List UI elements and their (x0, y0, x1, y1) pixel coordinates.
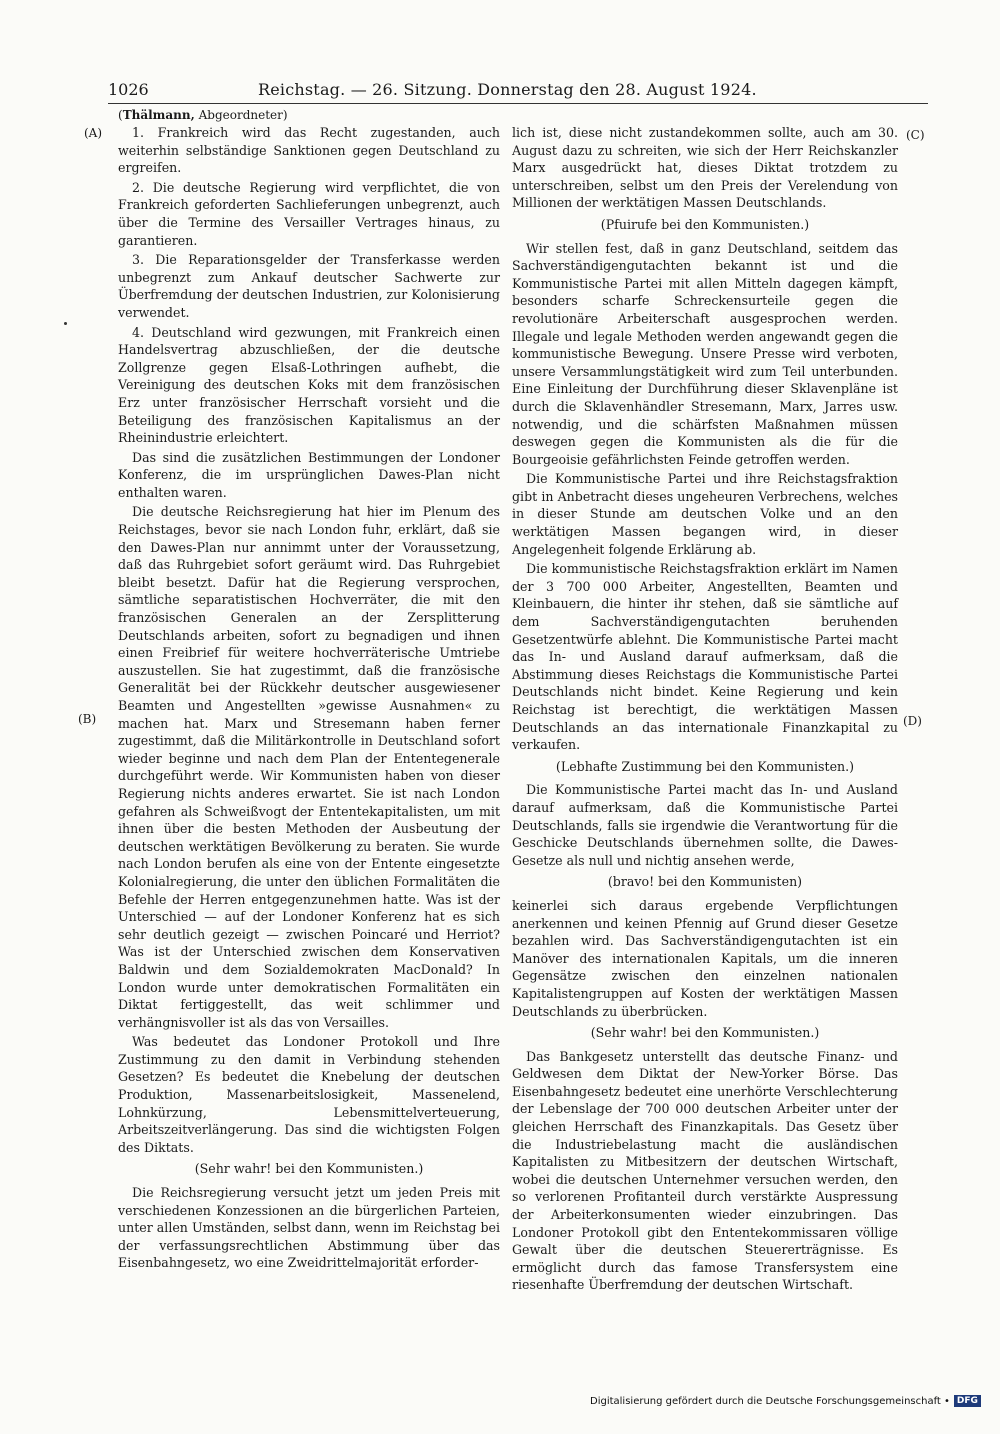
paragraph: keinerlei sich daraus ergebende Verpflichtungen anerkennen und keinen Pfennig auf Grund dieser Gesetze bezahlen wird. Das Sachverständigengutachten ist ein Manöver des internationalen Kapitals, um die inneren Gegensätze zwischen den einzelnen nationalen Kapitalistengruppen auf Kosten der werktätigen Massen Deutschlands zu überbrücken. (512, 897, 898, 1019)
paragraph: Was bedeutet das Londoner Protokoll und Ihre Zustimmung zu den damit in Verbindung stehenden Gesetzen? Es bedeutet die Knebelung der deutschen Produktion, Massenarbeitslosigkeit, Massenelend, Lohnkürzung, Lebensmittelverteuerung, Arbeitszeitverlängerung. Das sind die wichtigsten Folgen des Diktats. (118, 1034, 500, 1155)
paragraph: 3. Die Reparationsgelder der Transferkasse werden unbegrenzt zum Ankauf deutscher Sachwerte zur Überfremdung der deutschen Industrien, zur Kolonisierung verwendet. (118, 252, 500, 320)
margin-dot (64, 322, 67, 325)
footer-text: Digitalisierung gefördert durch die Deutsche Forschungsgemeinschaft • (590, 1396, 950, 1407)
paragraph: Die Reichsregierung versucht jetzt um jeden Preis mit verschiedenen Konzessionen an die bürgerlichen Parteien, unter allen Umständen, selbst dann, wenn im Reichstag bei der verfassungsrechtlichen Abstimmung über das Eisenbahngesetz, wo eine Zweidrittelmajorität erforder- (118, 1185, 500, 1271)
paragraph: Die Kommunistische Partei macht das In- und Ausland darauf aufmerksam, daß die Kommunistische Partei Deutschlands, falls sie irgendwie die Verantwortung für die Geschicke Deutschlands übernehmen sollte, die Dawes-Gesetze als null und nichtig ansehen werde, (512, 782, 898, 868)
margin-marker-a: (A) (84, 126, 103, 140)
paragraph: 4. Deutschland wird gezwungen, mit Frankreich einen Handelsvertrag abzuschließen, der die deutsche Zollgrenze gegen Elsaß-Lothringen aufhebt, die Vereinigung des deutschen Koks mit dem französischen Erz unter französischer Herrschaft vorsieht und die Beteiligung des französischen Kapitalismus an der Rheinindustrie erleichtert. (118, 324, 500, 446)
digitization-footer (590, 1395, 992, 1409)
paragraph: 2. Die deutsche Regierung wird verpflichtet, die von Frankreich geforderten Sachlieferungen unbegrenzt, auch über die Termine des Versailler Vertrages hinaus, zu garantieren. (118, 179, 500, 248)
paragraph: Wir stellen fest, daß in ganz Deutschland, seitdem das Sachverständigengutachten bekannt ist und die Kommunistische Partei mit allen Mitteln dagegen kämpft, besonders scharfe Schreckensurteile gegen die revolutionäre Arbeiterschaft ausgesprochen werden. Illegale und legale Methoden werden angewandt gegen die kommunistische Bewegung. Unsere Presse wird verboten, unsere Versammlungstätigkeit wird zum Teil unterbunden. Eine Einleitung der Durchführung dieser Sklavenpläne ist durch die Sklavenhändler Stresemann, Marx, Jarres usw. notwendig, und die schärfsten Maßnahmen müssen deswegen gegen die Kommunisten als die für die Bourgeoisie gefährlichsten Feinde getroffen werden. (512, 240, 898, 467)
interjection: (Pfuirufe bei den Kommunisten.) (600, 216, 810, 232)
speaker-role: Abgeordneter (198, 108, 283, 122)
running-title: Reichstag. — 26. Sitzung. Donnerstag den 28. August 1924. (258, 80, 757, 99)
paragraph: Die Kommunistische Partei und ihre Reichstagsfraktion gibt in Anbetracht dieses ungeheuren Verbrechens, welches in dieser Stunde am deutschen Volke und an den werktätigen Massen begangen wird, in dieser Angelegenheit folgende Erklärung ab. (512, 471, 898, 557)
right-column (512, 124, 898, 1296)
speaker-name: Thälmann, (122, 108, 195, 122)
paragraph: Das Bankgesetz unterstellt das deutsche Finanz- und Geldwesen dem Diktat der New-Yorker Börse. Das Eisenbahngesetz bedeutet eine unerhörte Verschlechterung der Lebenslage der 700 000 deutschen Arbeiter unter der gleichen Herrschaft des Finanzkapitals. Das Gesetz über die Industriebelastung macht die ausländischen Kapitalisten zu Mitbesitzern der deutschen Wirtschaft, wobei die deutschen Unternehmer versuchen werden, den so verlorenen Profitanteil durch verstärkte Auspressung der Arbeiterkonsumenten wieder einzubringen. Das Londoner Protokoll gibt den Ententekommissaren völlige Gewalt über die deutschen Steuererträgnisse. Es ermöglicht durch das famose Transfersystem eine riesenhafte Überfremdung der deutschen Wirtschaft. (512, 1048, 898, 1293)
speaker-line: (Thälmann, Abgeordneter) (118, 108, 288, 122)
margin-marker-b: (B) (78, 712, 97, 726)
margin-marker-c: (C) (906, 128, 925, 142)
interjection: (bravo! bei den Kommunisten) (607, 874, 803, 890)
margin-marker-d: (D) (903, 714, 922, 728)
paragraph: lich ist, diese nicht zustandekommen sollte, auch am 30. August dazu zu schreiten, wie sich der Herr Reichskanzler Marx ausgedrückt hat, dieses Diktat trotzdem zu unterschreiben, selbst um den Preis der Verelendung von Millionen der werktätigen Massen Deutschlands. (512, 125, 898, 211)
paragraph: Das sind die zusätzlichen Bestimmungen der Londoner Konferenz, die im ursprünglichen Dawes-Plan nicht enthalten waren. (118, 449, 500, 500)
interjection: (Sehr wahr! bei den Kommunisten.) (590, 1025, 820, 1041)
dfg-logo: DFG (954, 1395, 981, 1407)
interjection: (Lebhafte Zustimmung bei den Kommunisten.) (555, 758, 855, 774)
left-column (118, 124, 500, 1274)
paragraph: 1. Frankreich wird das Recht zugestanden, auch weiterhin selbständige Sanktionen gegen Deutschland zu ergreifen. (118, 125, 500, 176)
page-number: 1026 (108, 80, 149, 99)
interjection: (Sehr wahr! bei den Kommunisten.) (194, 1161, 424, 1177)
paragraph: Die deutsche Reichsregierung hat hier im Plenum des Reichstages, bevor sie nach London fuhr, erklärt, daß sie den Dawes-Plan nur annimmt unter der Voraussetzung, daß das Ruhrgebiet sofort geräumt wird. Das Ruhrgebiet bleibt besetzt. Dafür hat die Regierung versprochen, sämtliche separatistischen Hochverräter, die mit den französischen Generalen an der Zersplitterung Deutschlands arbeiten, sofort zu begnadigen und ihnen einen Freibrief für weitere hochverräterische Umtriebe auszustellen. Sie hat zugestimmt, daß die französische Generalität bei der Rückkehr deutscher ausgewiesener Beamten und Angestellten »gewisse Ausnahmen« zu machen hat. Marx und Stresemann haben ferner zugestimmt, daß die Militärkontrolle in Deutschland sofort wieder beginne und nach dem Plan der Ententegenerale durchgeführt werde. Wir Kommunisten haben von dieser Regierung nichts anderes erwartet. Sie ist nach London gefahren als Schweißvogt der Ententekapitalisten, um mit ihnen über die besten Methoden der Ausbeutung der deutschen werktätigen Bevölkerung zu beraten. Sie wurde nach London berufen als eine von der Entente eingesetzte Kolonialregierung, die unter den üblichen Formalitäten die Befehle der Herren entgegenzunehmen hatte. Was ist der Unterschied — auf der Londoner Konferenz hat es sich sehr deutlich gezeigt — zwischen Poincaré und Herriot? Was ist der Unterschied zwischen dem Konservativen Baldwin und dem Sozialdemokraten MacDonald? In London wurde unter demokratischen Formalitäten ein Diktat fertiggestellt, das weit schlimmer und verhängnisvoller ist als das von Versailles. (118, 504, 500, 1030)
paragraph: Die kommunistische Reichstagsfraktion erklärt im Namen der 3 700 000 Arbeiter, Angestellten, Beamten und Kleinbauern, die hinter ihr stehen, daß sie sämtliche auf dem Sachverständigengutachten beruhenden Gesetzentwürfe ablehnt. Die Kommunistische Partei macht das In- und Ausland darauf aufmerksam, daß die Abstimmung dieses Reichstags die Kommunistische Partei Deutschlands nicht bindet. Keine Regierung und kein Reichstag ist berechtigt, die werktätigen Massen Deutschlands an das internationale Finanzkapital zu verkaufen. (512, 561, 898, 753)
header-rule (108, 103, 928, 104)
